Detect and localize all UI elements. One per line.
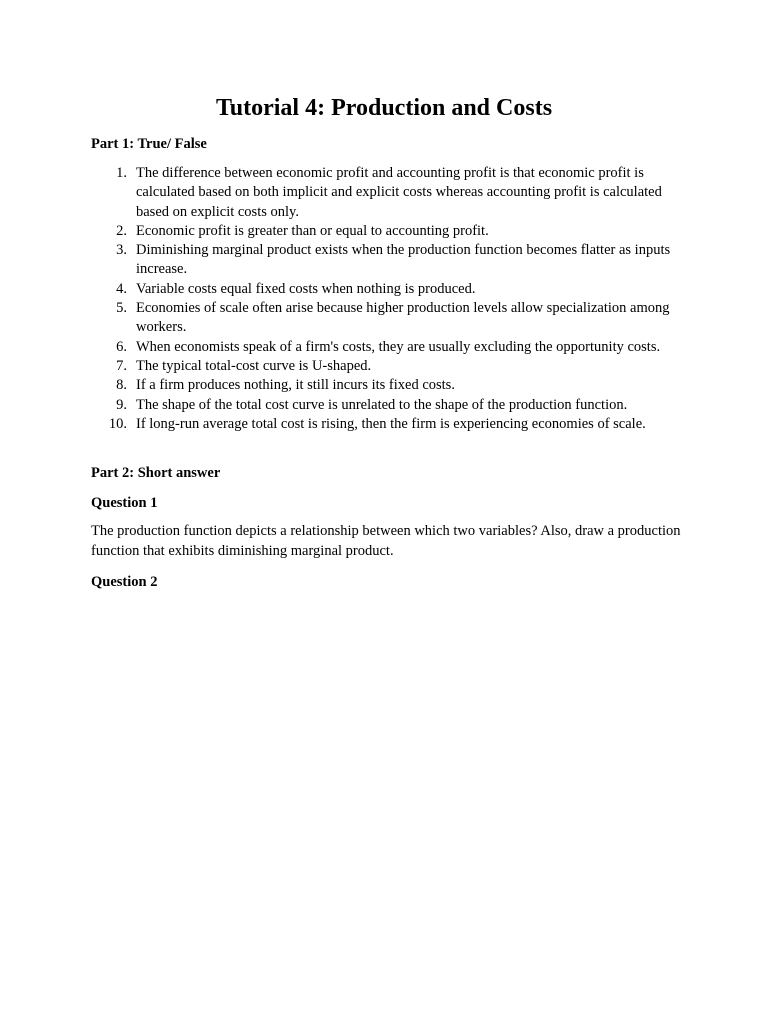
list-item-number: 5. xyxy=(116,300,127,317)
part1-heading: Part 1: True/ False xyxy=(91,136,207,152)
list-item-number: 9. xyxy=(116,396,127,413)
list-item-number: 3. xyxy=(116,242,127,259)
list-item-number: 4. xyxy=(116,280,127,297)
list-item xyxy=(91,299,681,338)
list-item xyxy=(91,357,681,376)
question1-heading: Question 1 xyxy=(91,495,158,511)
question1-text: The production function depicts a relationship between which two variables? Also, draw a production function that exhibits diminishing marginal product. xyxy=(91,523,681,559)
list-item-text: Variable costs equal fixed costs when nothing is produced. xyxy=(136,280,476,297)
part2-heading: Part 2: Short answer xyxy=(91,465,221,481)
list-item-text: The typical total-cost curve is U-shaped. xyxy=(136,357,372,374)
list-item xyxy=(91,415,681,434)
list-item xyxy=(91,241,681,280)
list-item xyxy=(91,376,681,395)
page-title: Tutorial 4: Production and Costs xyxy=(215,95,553,121)
list-item-text: The shape of the total cost curve is unrelated to the shape of the production function. xyxy=(136,396,628,413)
list-item xyxy=(91,338,681,357)
list-item-text: If long-run average total cost is rising, then the firm is experiencing economies of scale. xyxy=(136,415,646,432)
list-item-number: 8. xyxy=(116,377,127,394)
list-item-number: 2. xyxy=(116,222,127,239)
list-item-number: 1. xyxy=(116,165,127,181)
list-item-number: 7. xyxy=(116,357,127,374)
list-item xyxy=(91,222,681,241)
list-item xyxy=(91,164,681,222)
list-item xyxy=(91,280,681,299)
list-item-number: 6. xyxy=(116,338,127,355)
question2-heading: Question 2 xyxy=(91,574,158,590)
list-item-text: If a firm produces nothing, it still incurs its fixed costs. xyxy=(136,377,455,394)
list-item xyxy=(91,396,681,415)
list-item-text: Economic profit is greater than or equal to accounting profit. xyxy=(136,222,489,239)
list-item-text: When economists speak of a firm's costs, they are usually excluding the opportunity costs. xyxy=(136,338,661,355)
list-item-text: Diminishing marginal product exists when the production function becomes flatter as inputs increase. xyxy=(136,242,671,278)
true-false-list xyxy=(91,164,681,434)
list-item-number: 10. xyxy=(108,415,127,432)
list-item-text: The difference between economic profit and accounting profit is that economic profit is calculated based on both implicit and explicit costs whereas accounting profit is calculated based on explicit costs only. xyxy=(136,165,662,220)
list-item-text: Economies of scale often arise because higher production levels allow specialization among workers. xyxy=(136,300,670,336)
